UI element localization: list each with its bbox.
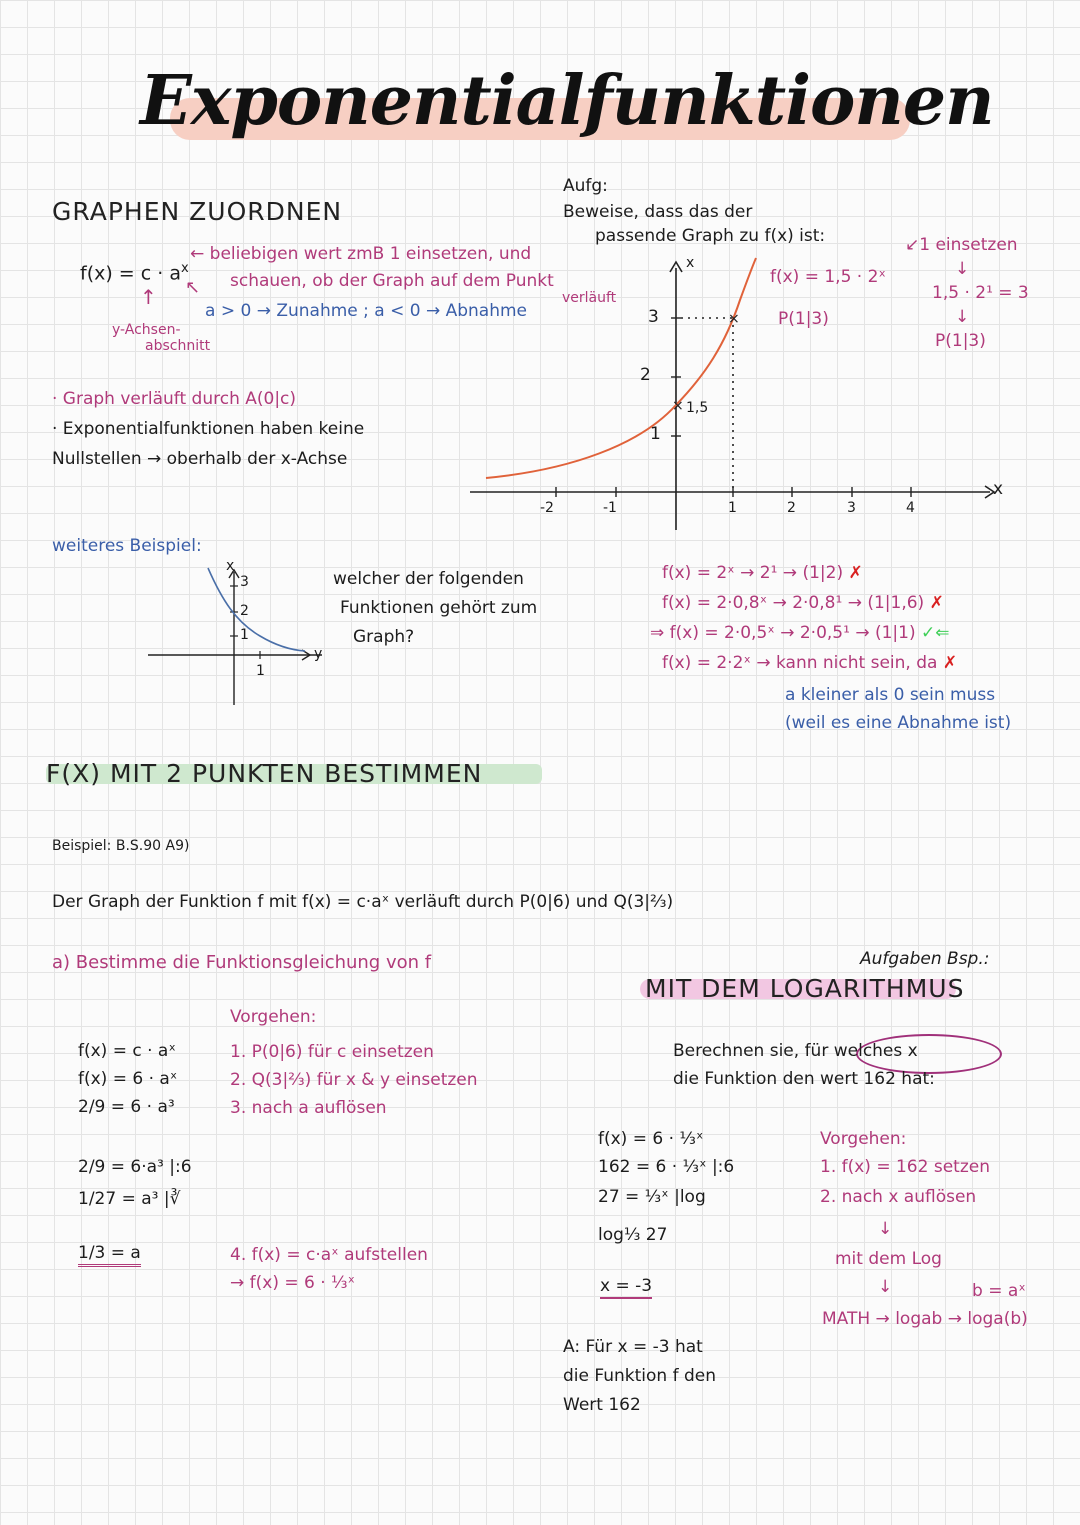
graph1-xtick-4: 4 bbox=[906, 500, 915, 516]
option-4 bbox=[662, 654, 957, 674]
answer-line-1: A: Für x = -3 hat bbox=[563, 1337, 703, 1357]
option-2-text: f(x) = 2·0,8ˣ → 2·0,8¹ → (1|1,6) bbox=[662, 593, 925, 613]
question-line-2: Funktionen gehört zum bbox=[340, 598, 538, 618]
task-line-1: Beweise, dass das der bbox=[563, 202, 753, 222]
note-verlaeuft: verläuft bbox=[562, 290, 617, 306]
side-arrow-2: ↓ bbox=[955, 307, 970, 327]
log-question-2: die Funktion den wert 162 hat: bbox=[673, 1069, 935, 1089]
graph1-xtick-neg2: -2 bbox=[540, 500, 554, 516]
bullet-no-roots: · Exponentialfunktionen haben keine bbox=[52, 419, 365, 439]
graph2-ytick-1: 1 bbox=[240, 627, 249, 643]
note-insert-value: ← beliebigen wert zmB 1 einsetzen, und bbox=[190, 244, 532, 264]
option-1 bbox=[662, 564, 863, 584]
note-decrease: (weil es eine Abnahme ist) bbox=[785, 713, 1012, 733]
graph1-point-marker-icon: × bbox=[728, 311, 740, 327]
graph1-xtick-2: 2 bbox=[787, 500, 796, 516]
task-statement: Der Graph der Funktion f mit f(x) = c·aˣ verläuft durch P(0|6) und Q(3|⅔) bbox=[52, 892, 674, 912]
log-calc-3: 27 = ⅓ˣ |log bbox=[598, 1187, 706, 1207]
bullet-point-a: · Graph verläuft durch A(0|c) bbox=[52, 389, 297, 409]
calc-line-5: 1/27 = a³ |∛ bbox=[78, 1189, 181, 1209]
arrow-diagonal-icon: ↖ bbox=[185, 277, 201, 298]
calc-line-2: f(x) = 6 · aˣ bbox=[78, 1069, 178, 1089]
example-label: weiteres Beispiel: bbox=[52, 536, 202, 556]
procedure-step-3: 3. nach a auflösen bbox=[230, 1098, 387, 1118]
bullet-above-axis: Nullstellen → oberhalb der x-Achse bbox=[52, 449, 348, 469]
answer-line-3: Wert 162 bbox=[563, 1395, 641, 1415]
example-reference: Beispiel: B.S.90 A9) bbox=[52, 838, 190, 854]
graph2-xtick-1: 1 bbox=[256, 663, 265, 679]
graph1-ytick-3: 3 bbox=[648, 307, 659, 327]
graph1-xtick-neg1: -1 bbox=[603, 500, 617, 516]
with-log: mit dem Log bbox=[835, 1249, 942, 1269]
graph1-xtick-1: 1 bbox=[728, 500, 737, 516]
formula-exponent: x bbox=[180, 261, 189, 276]
cross-icon: ✗ bbox=[848, 563, 863, 583]
procedure-step-1: 1. P(0|6) für c einsetzen bbox=[230, 1042, 434, 1062]
log-procedure-2: 2. nach x auflösen bbox=[820, 1187, 977, 1207]
option-3-text: ⇒ f(x) = 2·0,5ˣ → 2·0,5¹ → (1|1) bbox=[650, 623, 916, 643]
note-check-point: schauen, ob der Graph auf dem Punkt bbox=[230, 271, 554, 291]
down-arrow-icon: ↓ bbox=[878, 1219, 893, 1239]
task-label: Aufg: bbox=[563, 176, 608, 196]
graph2-ytick-3: 3 bbox=[240, 574, 249, 590]
option-3 bbox=[650, 624, 950, 644]
side-insert-1: ↙1 einsetzen bbox=[905, 235, 1018, 255]
question-line-1: welcher der folgenden bbox=[333, 569, 524, 589]
procedure-label: Vorgehen: bbox=[230, 1007, 317, 1027]
graph1-ticks bbox=[556, 318, 911, 497]
answer-line-2: die Funktion f den bbox=[563, 1366, 716, 1386]
log-calc-2: 162 = 6 · ⅓ˣ |:6 bbox=[598, 1157, 735, 1177]
option-2 bbox=[662, 594, 944, 614]
question-line-3: Graph? bbox=[353, 627, 415, 647]
section-heading-graphen: GRAPHEN ZUORDNEN bbox=[52, 197, 343, 226]
calc-line-4: 2/9 = 6·a³ |:6 bbox=[78, 1157, 192, 1177]
formula-text: f(x) = c · a bbox=[80, 262, 181, 285]
down-arrow-icon: ↓ bbox=[878, 1277, 893, 1297]
graph1-xtick-3: 3 bbox=[847, 500, 856, 516]
graph1-x-label: x bbox=[993, 479, 1004, 499]
arrow-up-icon: ↑ bbox=[140, 285, 157, 309]
log-calc-1: f(x) = 6 · ⅓ˣ bbox=[598, 1129, 704, 1149]
task-line-2: passende Graph zu f(x) ist: bbox=[595, 226, 826, 246]
procedure-result: → f(x) = 6 · ⅓ˣ bbox=[230, 1273, 356, 1293]
option-4-text: f(x) = 2·2ˣ → kann nicht sein, da bbox=[662, 653, 938, 673]
y-intercept-label-2: abschnitt bbox=[145, 338, 211, 354]
note-growth-decay: a > 0 → Zunahme ; a < 0 → Abnahme bbox=[205, 301, 528, 321]
task-function: f(x) = 1,5 · 2ˣ bbox=[770, 267, 886, 287]
log-procedure-1: 1. f(x) = 162 setzen bbox=[820, 1157, 990, 1177]
option-1-text: f(x) = 2ˣ → 2¹ → (1|2) bbox=[662, 563, 844, 583]
y-intercept-label-1: y-Achsen- bbox=[112, 322, 181, 338]
graph1-ytick-2: 2 bbox=[640, 365, 651, 385]
graph1-intercept-marker-icon: × bbox=[672, 398, 684, 414]
log-formula: b = aˣ bbox=[972, 1281, 1026, 1301]
log-result: x = -3 bbox=[600, 1277, 652, 1299]
graph1-curve bbox=[486, 258, 756, 478]
side-calc: 1,5 · 2¹ = 3 bbox=[932, 283, 1029, 303]
log-calc-4: log⅓ 27 bbox=[598, 1225, 668, 1245]
procedure-step-2: 2. Q(3|⅔) für x & y einsetzen bbox=[230, 1070, 478, 1090]
side-arrow-1: ↓ bbox=[955, 259, 970, 279]
calc-line-3: 2/9 = 6 · a³ bbox=[78, 1097, 175, 1117]
section-heading-logarithm: MIT DEM LOGARITHMUS bbox=[645, 974, 965, 1003]
graph2-curve bbox=[208, 568, 305, 651]
aufgaben-label: Aufgaben Bsp.: bbox=[860, 949, 990, 969]
check-icon: ✓⇐ bbox=[921, 623, 950, 643]
graph2-x-label: y bbox=[314, 646, 323, 662]
note-a-smaller: a kleiner als 0 sein muss bbox=[785, 685, 996, 705]
calc-line-1: f(x) = c · aˣ bbox=[78, 1041, 176, 1061]
page-title: Exponentialfunktionen bbox=[140, 61, 994, 141]
procedure-step-4: 4. f(x) = c·aˣ aufstellen bbox=[230, 1245, 428, 1265]
log-procedure-label: Vorgehen: bbox=[820, 1129, 907, 1149]
calculator-hint: MATH → logab → loga(b) bbox=[822, 1309, 1028, 1329]
side-point: P(1|3) bbox=[935, 331, 986, 351]
graph1-y-label: x bbox=[686, 255, 695, 271]
task-a: a) Bestimme die Funktionsgleichung von f bbox=[52, 952, 432, 973]
task-point: P(1|3) bbox=[778, 309, 829, 329]
cross-icon: ✗ bbox=[929, 593, 944, 613]
section-heading-two-points: F(X) MIT 2 PUNKTEN BESTIMMEN bbox=[46, 759, 483, 788]
graph1-ytick-1: 1 bbox=[650, 424, 661, 444]
graph2-ytick-2: 2 bbox=[240, 603, 249, 619]
graph2-y-label: x bbox=[226, 558, 235, 574]
cross-icon: ✗ bbox=[942, 653, 958, 673]
log-question-1: Berechnen sie, für welches x bbox=[673, 1041, 918, 1061]
graph1-intercept-label: 1,5 bbox=[686, 400, 709, 416]
calc-result: 1/3 = a bbox=[78, 1244, 141, 1267]
